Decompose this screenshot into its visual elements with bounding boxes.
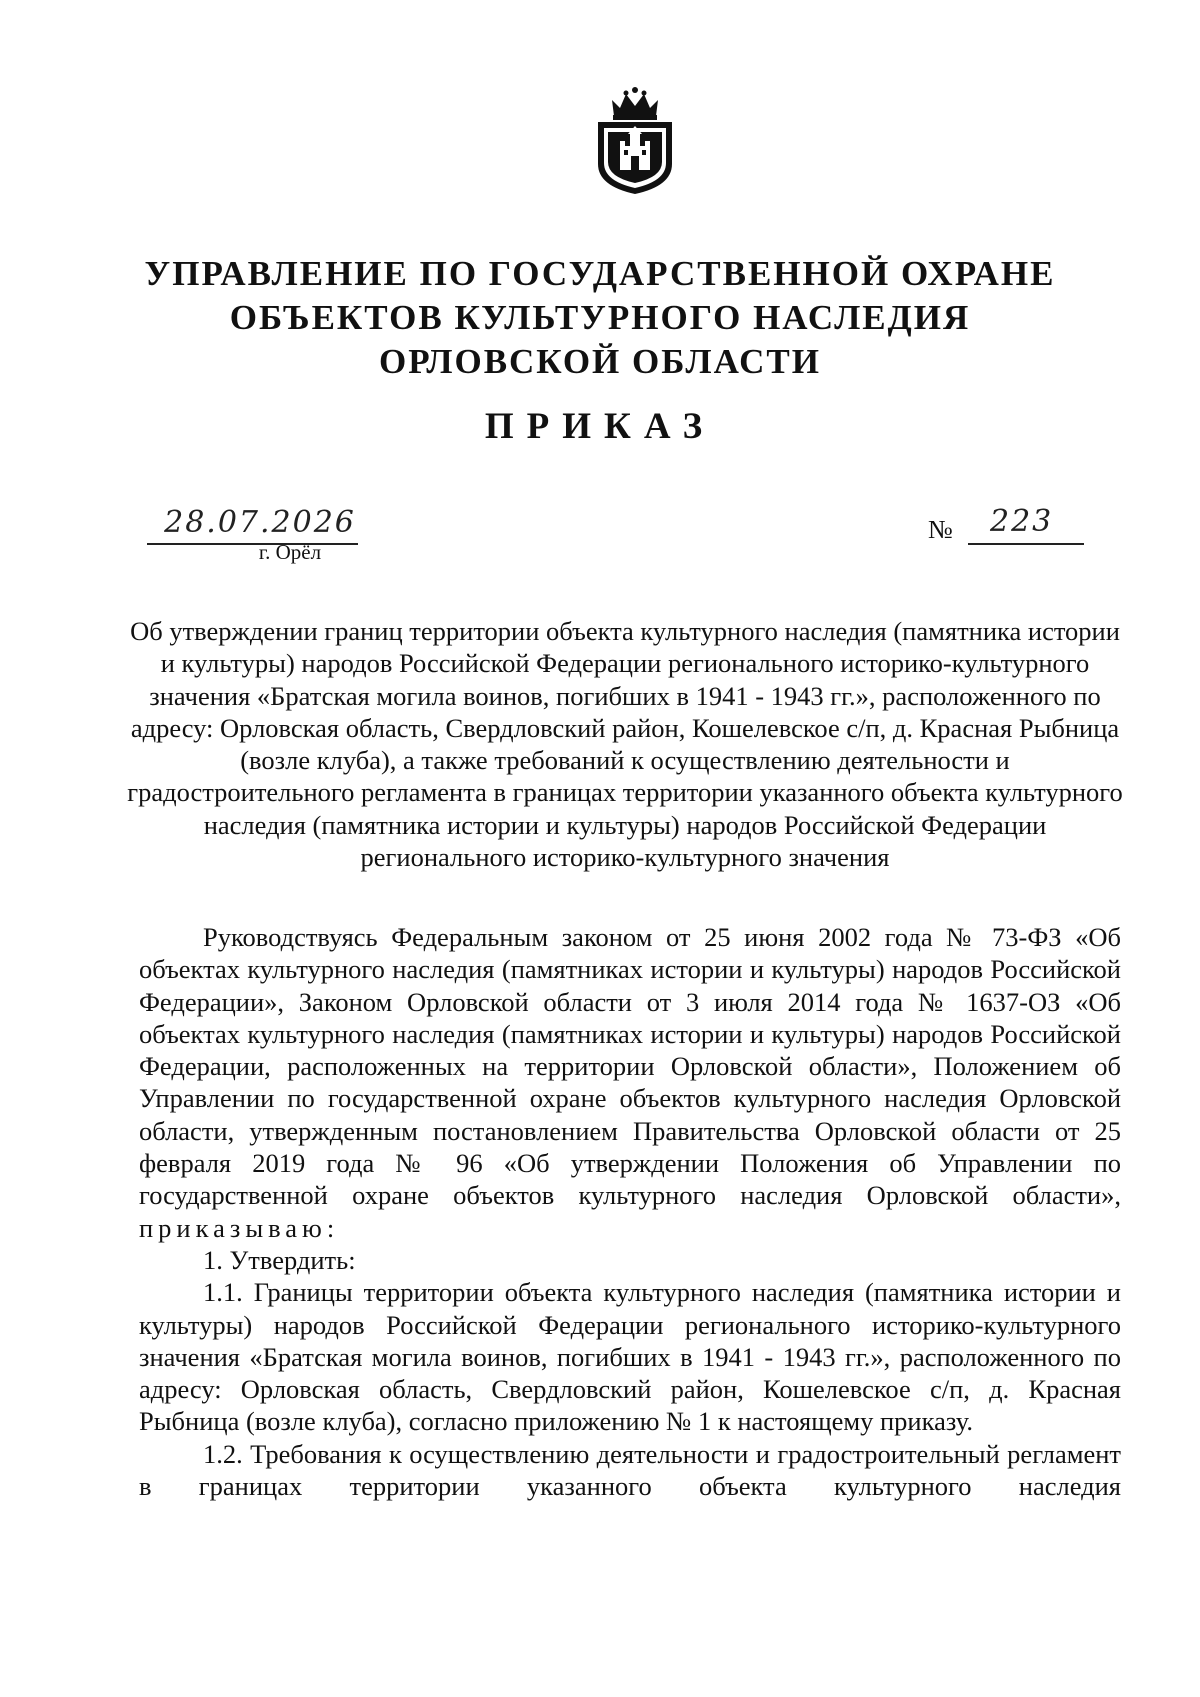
org-name-line-2: ОБЪЕКТОВ КУЛЬТУРНОГО НАСЛЕДИЯ — [229, 298, 971, 337]
order-subject: Об утверждении границ территории объекта культурного наследия (памятника истории и культуры) народов Российской Федерации регионального историко-культурного значения «Братская могила воинов, погибших в 1941 - 1943 гг.», расположенного по адресу: Орловская область, Свердловский район, Кошелевское с/п, д. Красная Рыбница (возле клуба), а также требований к осуществлению деятельности и градостроительного регламента в границах территории указанного объекта культурного наследия (памятника истории и культуры) народов Российской Федерации регионального историко-культурного значения — [127, 616, 1123, 873]
org-name-line-3: ОРЛОВСКОЙ ОБЛАСТИ — [379, 342, 821, 381]
item-1-1: 1.1. Границы территории объекта культурного наследия (памятника истории и культуры) народов Российской Федерации регионального историко-культурного значения «Братская могила воинов, погибших в 1941 - 1943 гг.», расположенного по адресу: Орловская область, Свердловский район, Кошелевское с/п, д. Красная Рыбница (возле клуба), согласно приложению № 1 к настоящему приказу. — [139, 1277, 1121, 1437]
order-body — [139, 921, 1121, 1502]
coat-of-arms-emblem — [590, 86, 680, 196]
preamble-paragraph — [139, 921, 1121, 1244]
order-date: 28.07.2026 — [164, 505, 356, 540]
city-label: г. Орёл — [258, 540, 322, 564]
item-1: 1. Утвердить: — [203, 1244, 356, 1275]
number-label: № — [928, 515, 953, 544]
item-1-2: 1.2. Требования к осуществлению деятельности и градостроительный регламент в границах территории указанного объекта культурного наследия — [139, 1438, 1121, 1502]
crown-icon — [612, 87, 658, 120]
number-underline — [968, 543, 1084, 545]
order-word: приказываю: — [139, 1212, 340, 1243]
preamble-text: Руководствуясь Федеральным законом от 25 июня 2002 года № 73-ФЗ «Об объектах культурного наследия (памятниках истории и культуры) народов Российской Федерации», Законом Орловской области от 3 июля 2014 года № 1637-ОЗ «Об объектах культурного наследия (памятниках истории и культуры) народов Российской Федерации, расположенных на территории Орловской области», Положением об Управлении по государственной охране объектов культурного наследия Орловской области, утвержденным постановлением Правительства Орловской области от 25 февраля 2019 года № 96 «Об утверждении Положения об Управлении по государственной охране объектов культурного наследия Орловской области», — [139, 922, 1121, 1211]
document-type-title: ПРИКАЗ — [484, 406, 716, 447]
order-number: 223 — [990, 504, 1054, 539]
org-name-line-1: УПРАВЛЕНИЕ ПО ГОСУДАРСТВЕННОЙ ОХРАНЕ — [144, 254, 1056, 293]
